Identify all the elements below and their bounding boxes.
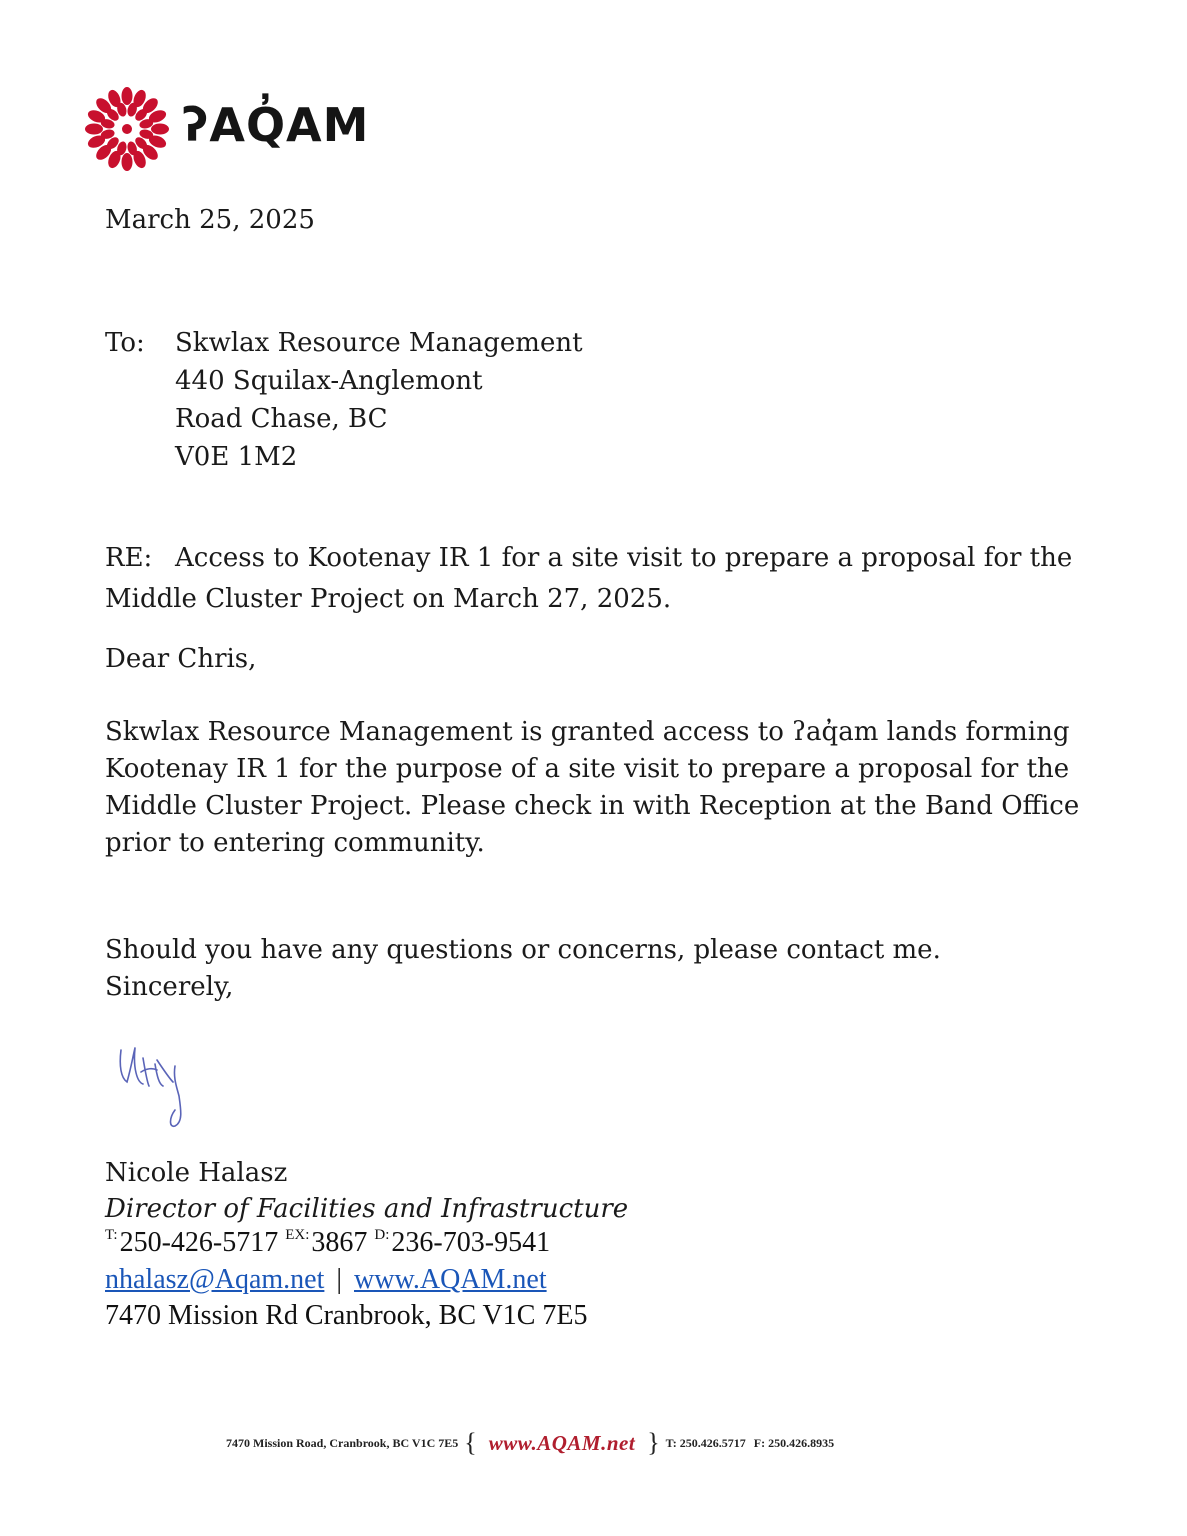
logo-wordmark: ʔAQ̓AM [182,98,370,152]
re-text: Access to Kootenay IR 1 for a site visit to prepare a proposal for the Middle Cluster Project on March 27, 2025. [105,543,1073,614]
logo-petal [151,124,169,135]
link-separator: | [336,1264,342,1295]
body-paragraph: Skwlax Resource Management is granted access to ʔaq̓am lands forming Kootenay IR 1 for the purpose of a site visit to prepare a proposal for the Middle Cluster Project. Please check in with Reception at the Band Office prior to entering community. [105,717,1080,858]
flower-icon [82,84,172,174]
footer-website-link[interactable]: www.AQAM.net [488,1430,636,1455]
signatory-title: Director of Facilities and Infrastructure [105,1194,629,1224]
closing-line: Should you have any questions or concerns, please contact me. [105,935,941,965]
footer-phone: T: 250.426.5717 [665,1435,746,1450]
phone-t-label: T: [105,1227,118,1243]
subject-line [105,538,1095,620]
footer-brace-close: } [647,1428,660,1457]
phone-d-label: D: [374,1227,390,1243]
extension: 3867 [311,1227,368,1258]
letter-date: March 25, 2025 [105,205,315,235]
logo-petal [122,87,133,105]
logo-petal [122,153,133,171]
handwritten-signature [113,1038,203,1133]
ext-label: EX: [285,1227,310,1243]
salutation: Dear Chris, [105,644,257,674]
recipient-line: Road Chase, BC [175,404,388,434]
to-label: To: [105,328,145,358]
recipient-line: 440 Squilax-Anglemont [175,366,483,396]
footer-brace-open: { [464,1428,477,1457]
footer-address: 7470 Mission Road, Cranbrook, BC V1C 7E5 [226,1435,459,1450]
contact-links [105,1264,547,1296]
website-link[interactable]: www.AQAM.net [354,1264,547,1295]
signatory-name: Nicole Halasz [105,1158,288,1188]
email-link[interactable]: nhalasz@Aqam.net [105,1264,325,1295]
re-label: RE: [105,543,153,573]
footer-fax: F: 250.426.8935 [753,1435,835,1450]
signatory-address: 7470 Mission Rd Cranbrook, BC V1C 7E5 [105,1300,588,1331]
recipient-line: V0E 1M2 [175,442,298,472]
phone-d: 236-703-9541 [391,1227,551,1258]
sign-off: Sincerely, [105,972,234,1002]
phone-line [105,1227,550,1259]
phone-t: 250-426-5717 [119,1227,279,1258]
recipient-line: Skwlax Resource Management [175,328,583,358]
recipient-address [175,325,583,477]
letterhead-logo [82,84,370,174]
closing [105,932,941,1006]
logo-petal [85,124,103,135]
letterhead-footer [226,1426,946,1460]
